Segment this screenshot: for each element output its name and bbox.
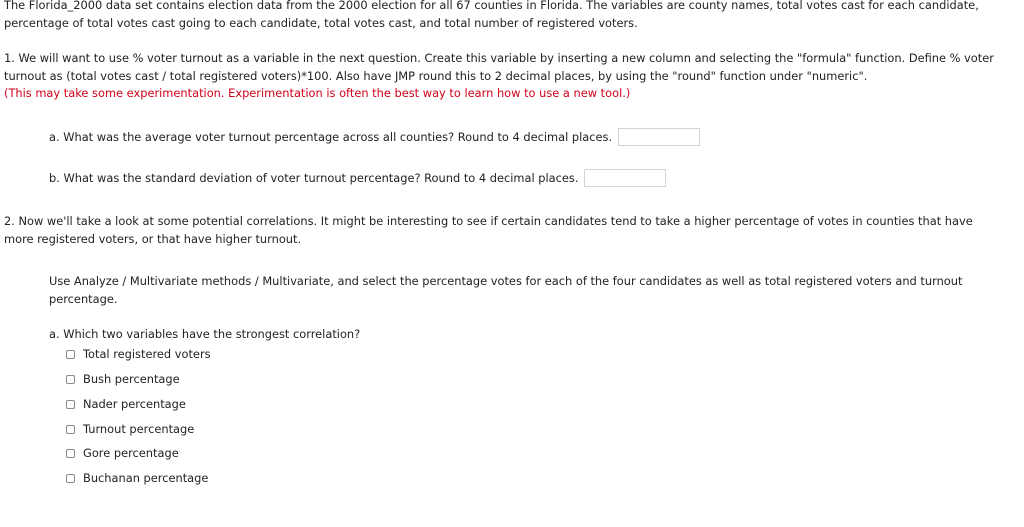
checkbox[interactable] [66, 400, 75, 409]
question-1-text: 1. We will want to use % voter turnout as a variable in the next question. Create this variable by inserting a new column and selecting the "formula" function. Define % voter turnout as (total votes cast / total registered voters)*100. Also have JMP round this to 2 decimal places, by using the "round" function under "numeric". [4, 51, 994, 83]
intro-paragraph: The Florida_2000 data set contains election data from the 2000 election for all 67 counties in Florida. The variables are county names, total votes cast for each candidate, percentage of total votes cast going to each candidate, total votes cast, and total number of registered voters. [4, 0, 979, 30]
option-total-registered-voters[interactable] [66, 346, 211, 362]
checkbox[interactable] [66, 449, 75, 458]
option-nader-percentage[interactable] [66, 396, 186, 412]
option-gore-percentage[interactable] [66, 445, 179, 461]
question-2-text: 2. Now we'll take a look at some potential correlations. It might be interesting to see if certain candidates tend to take a higher percentage of votes in counties that have more registered voters, or that have higher turnout. [4, 214, 973, 246]
option-label: Buchanan percentage [83, 471, 209, 485]
option-turnout-percentage[interactable] [66, 421, 194, 437]
question-1-note: (This may take some experimentation. Experimentation is often the best way to learn how to use a new tool.) [4, 86, 631, 100]
checkbox[interactable] [66, 425, 75, 434]
option-label: Nader percentage [83, 397, 186, 411]
option-label: Bush percentage [83, 372, 180, 386]
question-1 [4, 50, 1004, 103]
checkbox[interactable] [66, 375, 75, 384]
answer-1a-input[interactable] [618, 128, 700, 146]
option-label: Total registered voters [83, 347, 211, 361]
question-1a-label: a. What was the average voter turnout percentage across all counties? Round to 4 decimal places. [49, 130, 613, 144]
question-1b [49, 169, 666, 187]
checkbox[interactable] [66, 350, 75, 359]
question-1b-label: b. What was the standard deviation of voter turnout percentage? Round to 4 decimal places. [49, 171, 579, 185]
option-label: Gore percentage [83, 446, 179, 460]
question-2a-label: a. Which two variables have the strongest correlation? [49, 327, 361, 341]
checkbox[interactable] [66, 474, 75, 483]
option-buchanan-percentage[interactable] [66, 470, 208, 486]
option-label: Turnout percentage [83, 422, 195, 436]
question-2-instruction: Use Analyze / Multivariate methods / Multivariate, and select the percentage votes for each of the four candidates as well as total registered voters and turnout percentage. [49, 274, 963, 306]
question-1a [49, 128, 700, 146]
answer-1b-input[interactable] [584, 169, 666, 187]
option-bush-percentage[interactable] [66, 371, 180, 387]
